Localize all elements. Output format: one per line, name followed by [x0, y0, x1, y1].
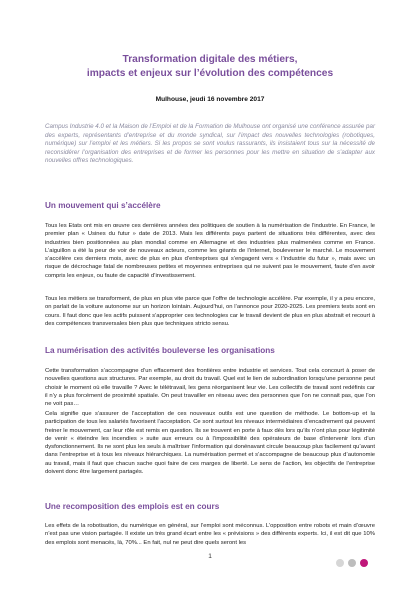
- section-3-paragraph-1: Les effets de la robotisation, du numérique en général, sur l’emploi sont méconnus. L’opposition entre robots et main d’œuvre n’est pas une vision partagée. Il existe un très grand écart entre les « prévisions » des différents experts. Ici, il est dit que 10% des emplois sont menacés, là, 70%... En fait, nul ne peut dire quels seront les: [45, 523, 375, 546]
- title-line-2: impacts et enjeux sur l’évolution des compétences: [86, 67, 334, 79]
- section-1-paragraph-1: Tous les Etats ont mis en œuvre ces dernières années des politiques de soutien à la numérisation de l’industrie. En France, le premier plan « Usines du futur » date de 2013. Mais les différents pays partent de situations très différentes, avec des industries bien positionnées au plan mondial comme en Allemagne et des industries plus malmenées comme en France. L’aiguillon a été la peur de voir de nouveaux acteurs, comme les géants de l’internet, bouleverser le marché. Le mouvement s’accélère ces derniers mois, avec de plus en plus d’entreprises qui s’engagent vers « l’industrie du futur », mais avec un risque de décrochage fatal de nombreuses petites et moyennes entreprises qui ne suivent pas le mouvement, faute d’en avoir compris les enjeux, ou faute de capacité d’investissement.: [45, 223, 375, 279]
- section-heading-3: Une recomposition des emplois est en cours: [45, 502, 220, 511]
- section-2-paragraph-2: Cela signifie que s’assurer de l’acceptation de ces nouveaux outils est une question de méthode. Le bottom-up et la participation de tous les salariés favorisent l’acceptation. Ce sont surtout les niveaux intermédiaires d’encadrement qui peuvent freiner le mouvement, car leur rôle est remis en question. Ils se trouvent en porte à faux dès lors qu’ils n’ont plus pour légitimité de venir « éteindre les incendies » suite aux erreurs ou à l’impossibilité des opérateurs de base d’intervenir lors d’un dysfonctionnement. Ils ne sont plus les seuls à maîtriser l’information qui donénavant circule beaucoup plus facilement qu’avant dans l’entreprise et à tous les niveaux hiérarchiques. La numérisation permet et s’accompagne de beaucoup plus d’autonomie au travail, mais il faut que chacun sache quoi faire de ces marges de liberté. Le sens de l’action, les objectifs de l’entreprise doivent donc être largement partagés.: [45, 411, 375, 476]
- section-2-paragraph-1: Cette transformation s’accompagne d’un effacement des frontières entre industrie et services. Tout cela concourt à poser de nouvelles questions aux structures. Par exemple, au droit du travail. Quel est le lien de subordination lorsqu’une personne peut choisir le moment où elle travaille ? Avec le télétravail, les gens réorganisent leur vie. Les collectifs de travail sont redéfinis car il n’y a plus forcément de proximité spatiale. On peut travailler en réseau avec des personnes que l’on ne connait pas, que l’on ne voit pas…: [45, 368, 375, 408]
- document-title: [40, 53, 380, 80]
- dot-light-grey: [336, 559, 344, 567]
- dateline: Mulhouse, jeudi 16 novembre 2017: [155, 96, 265, 103]
- decorative-dots: [336, 559, 368, 567]
- title-line-1: Transformation digitale des métiers,: [122, 54, 298, 65]
- dot-magenta: [360, 559, 368, 567]
- section-heading-2: La numérisation des activités bouleverse les organisations: [45, 346, 275, 355]
- intro-paragraph: Campus Industrie 4.0 et la Maison de l’Emploi et de la Formation de Mulhouse ont organisé une conférence assurée par des experts, représentants d’entreprise et du monde syndical, sur l’impact des nouvelles technologies (robotiques, numérique) sur l’emploi et les métiers. Si les propos se sont voulus rassurants, ils insistaient tous sur la nécessité de reconsidérer l’organisation des entreprises et de former les personnes pour les mettre en situation de s’adapter aux nouvelles offres technologiques.: [45, 123, 375, 165]
- page-number: 1: [208, 553, 212, 560]
- section-heading-1: Un mouvement qui s’accélère: [45, 201, 161, 210]
- dot-grey: [348, 559, 356, 567]
- section-1-paragraph-2: Tous les métiers se transforment, de plus en plus vite parce que l’offre de technologie accélère. Par exemple, il y a peu encore, on parlait de la voiture autonome sur un horizon lointain. Aujourd’hui, on l’annonce pour 2020-2025. Les premiers tests sont en cours. Il faut donc que les actifs puissent s’approprier ces technologies car le travail devient de plus en plus abstrait et recourt à des compétences transversales bien plus que techniques stricto sensu.: [45, 296, 375, 327]
